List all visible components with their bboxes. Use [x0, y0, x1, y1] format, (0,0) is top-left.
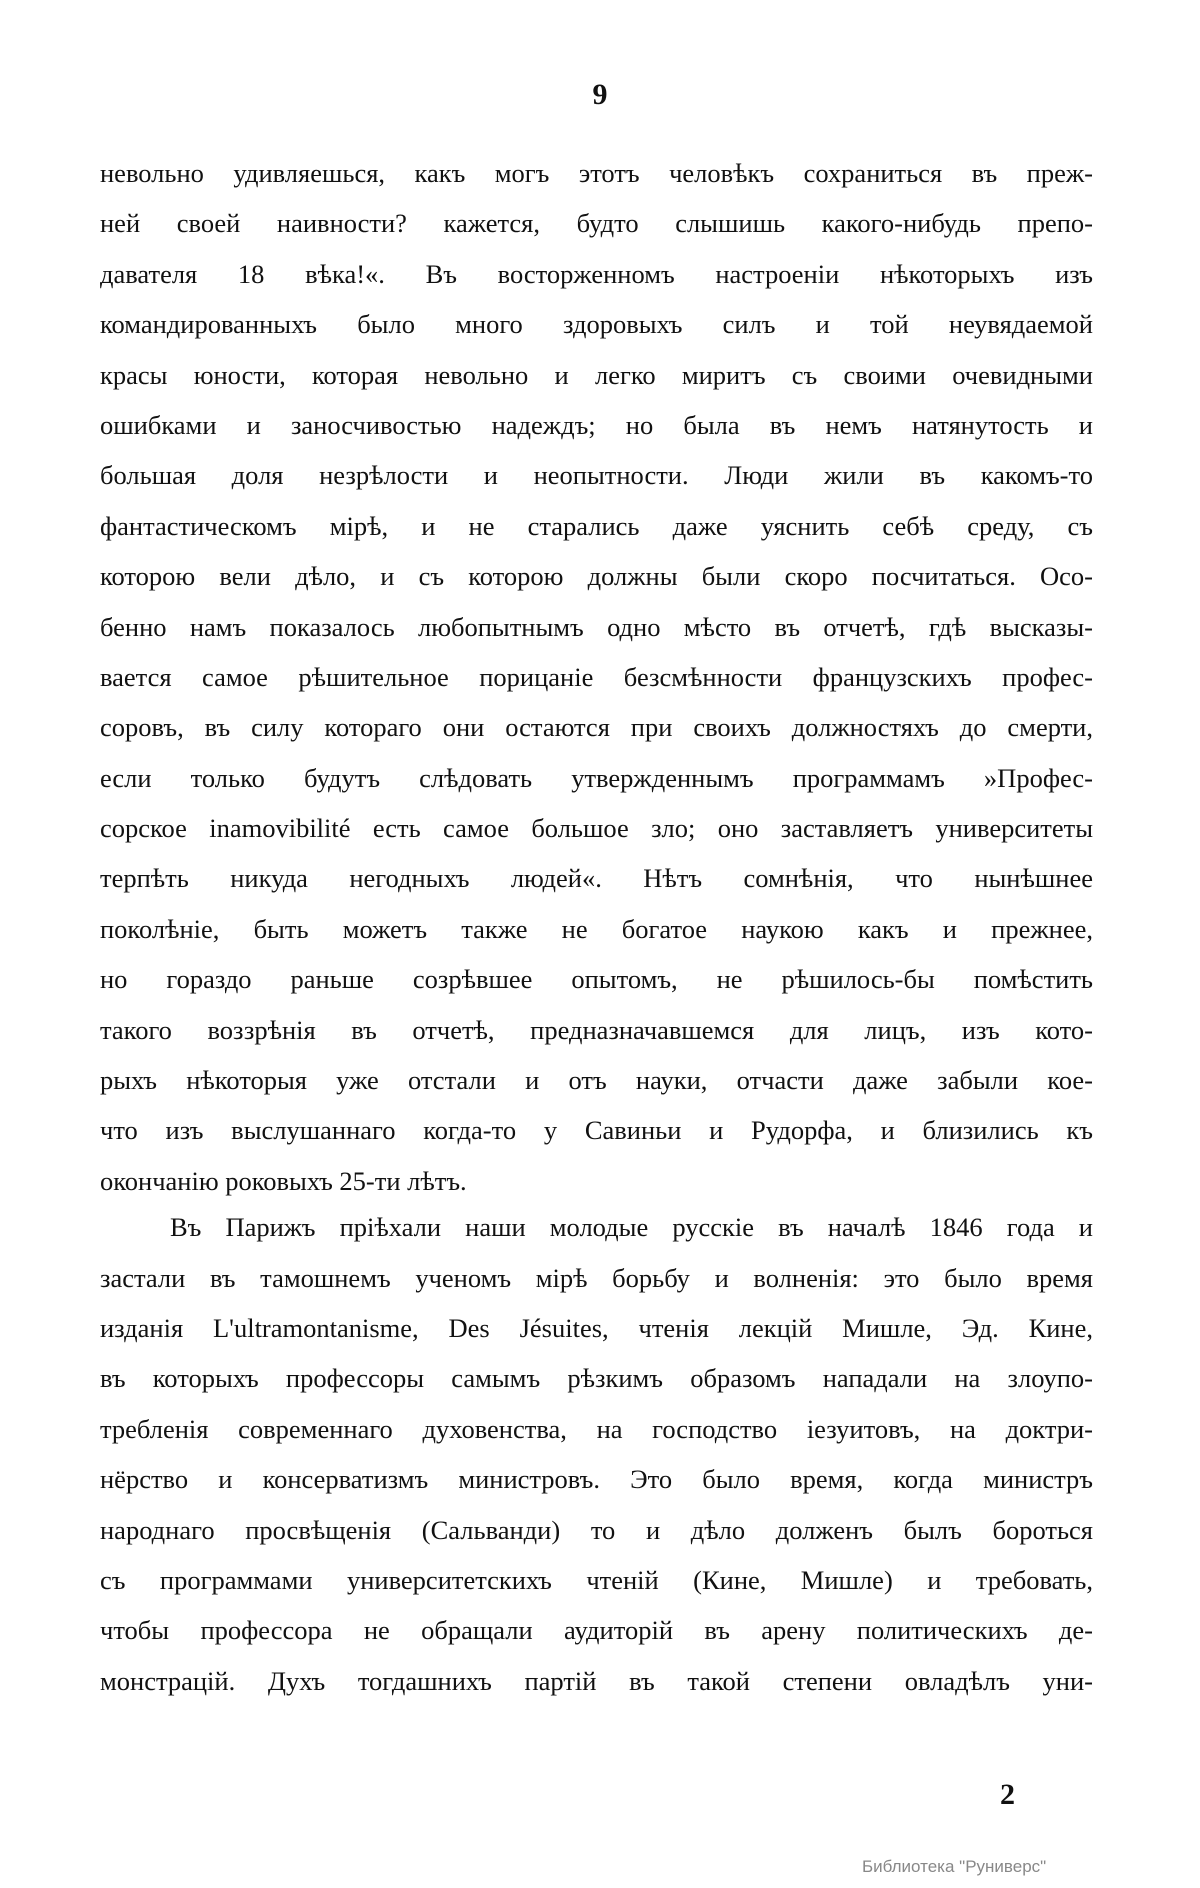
paragraph — [100, 1202, 1093, 1706]
text-line: фантастическомъ мірѣ, и не старались даже уяснить себѣ среду, съ — [100, 510, 1093, 541]
text-line: поколѣніе, быть можетъ также не богатое наукою какъ и прежнее, — [100, 913, 1093, 944]
text-line: съ программами университетскихъ чтеній (Кине, Мишле) и требовать, — [100, 1564, 1093, 1595]
page-number: 9 — [592, 78, 608, 111]
library-watermark: Библиотека "Руниверс" — [862, 1857, 1047, 1876]
text-line: ней своей наивности? кажется, будто слышишь какого-нибудь препо- — [100, 208, 1093, 239]
text-line: Въ Парижъ пріѣхали наши молодые русскіе въ началѣ 1846 года и — [170, 1212, 1093, 1243]
text-line: окончанію роковыхъ 25-ти лѣтъ. — [100, 1165, 467, 1196]
text-line: народнаго просвѣщенія (Сальванди) то и дѣло долженъ былъ бороться — [100, 1514, 1093, 1545]
text-line: если только будутъ слѣдовать утвержденнымъ программамъ »Профес- — [100, 762, 1093, 793]
text-line: ошибками и заносчивостью надеждъ; но была въ немъ натянутость и — [100, 409, 1093, 440]
text-line: изданія L'ultramontanisme, Des Jésuites, чтенія лекцій Мишле, Эд. Кине, — [100, 1312, 1093, 1343]
text-line: красы юности, которая невольно и легко миритъ съ своими очевидными — [100, 359, 1093, 390]
text-line: большая доля незрѣлости и неопытности. Люди жили въ какомъ-то — [100, 460, 1093, 491]
text-line: давателя 18 вѣка!«. Въ восторженномъ настроеніи нѣкоторыхъ изъ — [100, 258, 1093, 289]
text-line: сорское inamovibilité есть самое большое зло; оно заставляетъ университеты — [100, 813, 1093, 844]
text-line: требленія современнаго духовенства, на господство іезуитовъ, на доктри- — [100, 1413, 1093, 1444]
text-line: нёрство и консерватизмъ министровъ. Это было время, когда министръ — [100, 1464, 1093, 1495]
text-line: соровъ, въ силу котораго они остаются при своихъ должностяхъ до смерти, — [100, 712, 1093, 743]
paragraph — [100, 148, 1093, 1206]
text-line: застали въ тамошнемъ ученомъ мірѣ борьбу и волненія: это было время — [100, 1262, 1093, 1293]
text-line: терпѣть никуда негодныхъ людей«. Нѣтъ сомнѣнія, что нынѣшнее — [100, 863, 1093, 894]
text-line: вается самое рѣшительное порицаніе безсмѣнности французскихъ профес- — [100, 661, 1093, 692]
text-line: рыхъ нѣкоторыя уже отстали и отъ науки, отчасти даже забыли кое- — [100, 1065, 1093, 1096]
text-line: командированныхъ было много здоровыхъ силъ и той неувядаемой — [100, 309, 1093, 340]
text-line: въ которыхъ профессоры самымъ рѣзкимъ образомъ нападали на злоупо- — [100, 1363, 1093, 1394]
text-line: которою вели дѣло, и съ которою должны были скоро посчитаться. Осо- — [100, 561, 1093, 592]
text-line: что изъ выслушаннаго когда-то у Савиньи и Рудорфа, и близились къ — [100, 1115, 1093, 1146]
body-text — [100, 148, 1093, 1706]
text-line: монстрацій. Духъ тогдашнихъ партій въ такой степени овладѣлъ уни- — [100, 1665, 1093, 1696]
signature-mark: 2 — [1000, 1778, 1015, 1811]
text-line: бенно намъ показалось любопытнымъ одно мѣсто въ отчетѣ, гдѣ высказы- — [100, 611, 1093, 642]
text-line: чтобы профессора не обращали аудиторій въ арену политическихъ де- — [100, 1615, 1093, 1646]
text-line: такого воззрѣнія въ отчетѣ, предназначавшемся для лицъ, изъ кото- — [100, 1014, 1093, 1045]
text-line: но гораздо раньше созрѣвшее опытомъ, не рѣшилось-бы помѣстить — [100, 964, 1093, 995]
text-line: невольно удивляешься, какъ могъ этотъ человѣкъ сохраниться въ преж- — [100, 158, 1093, 188]
